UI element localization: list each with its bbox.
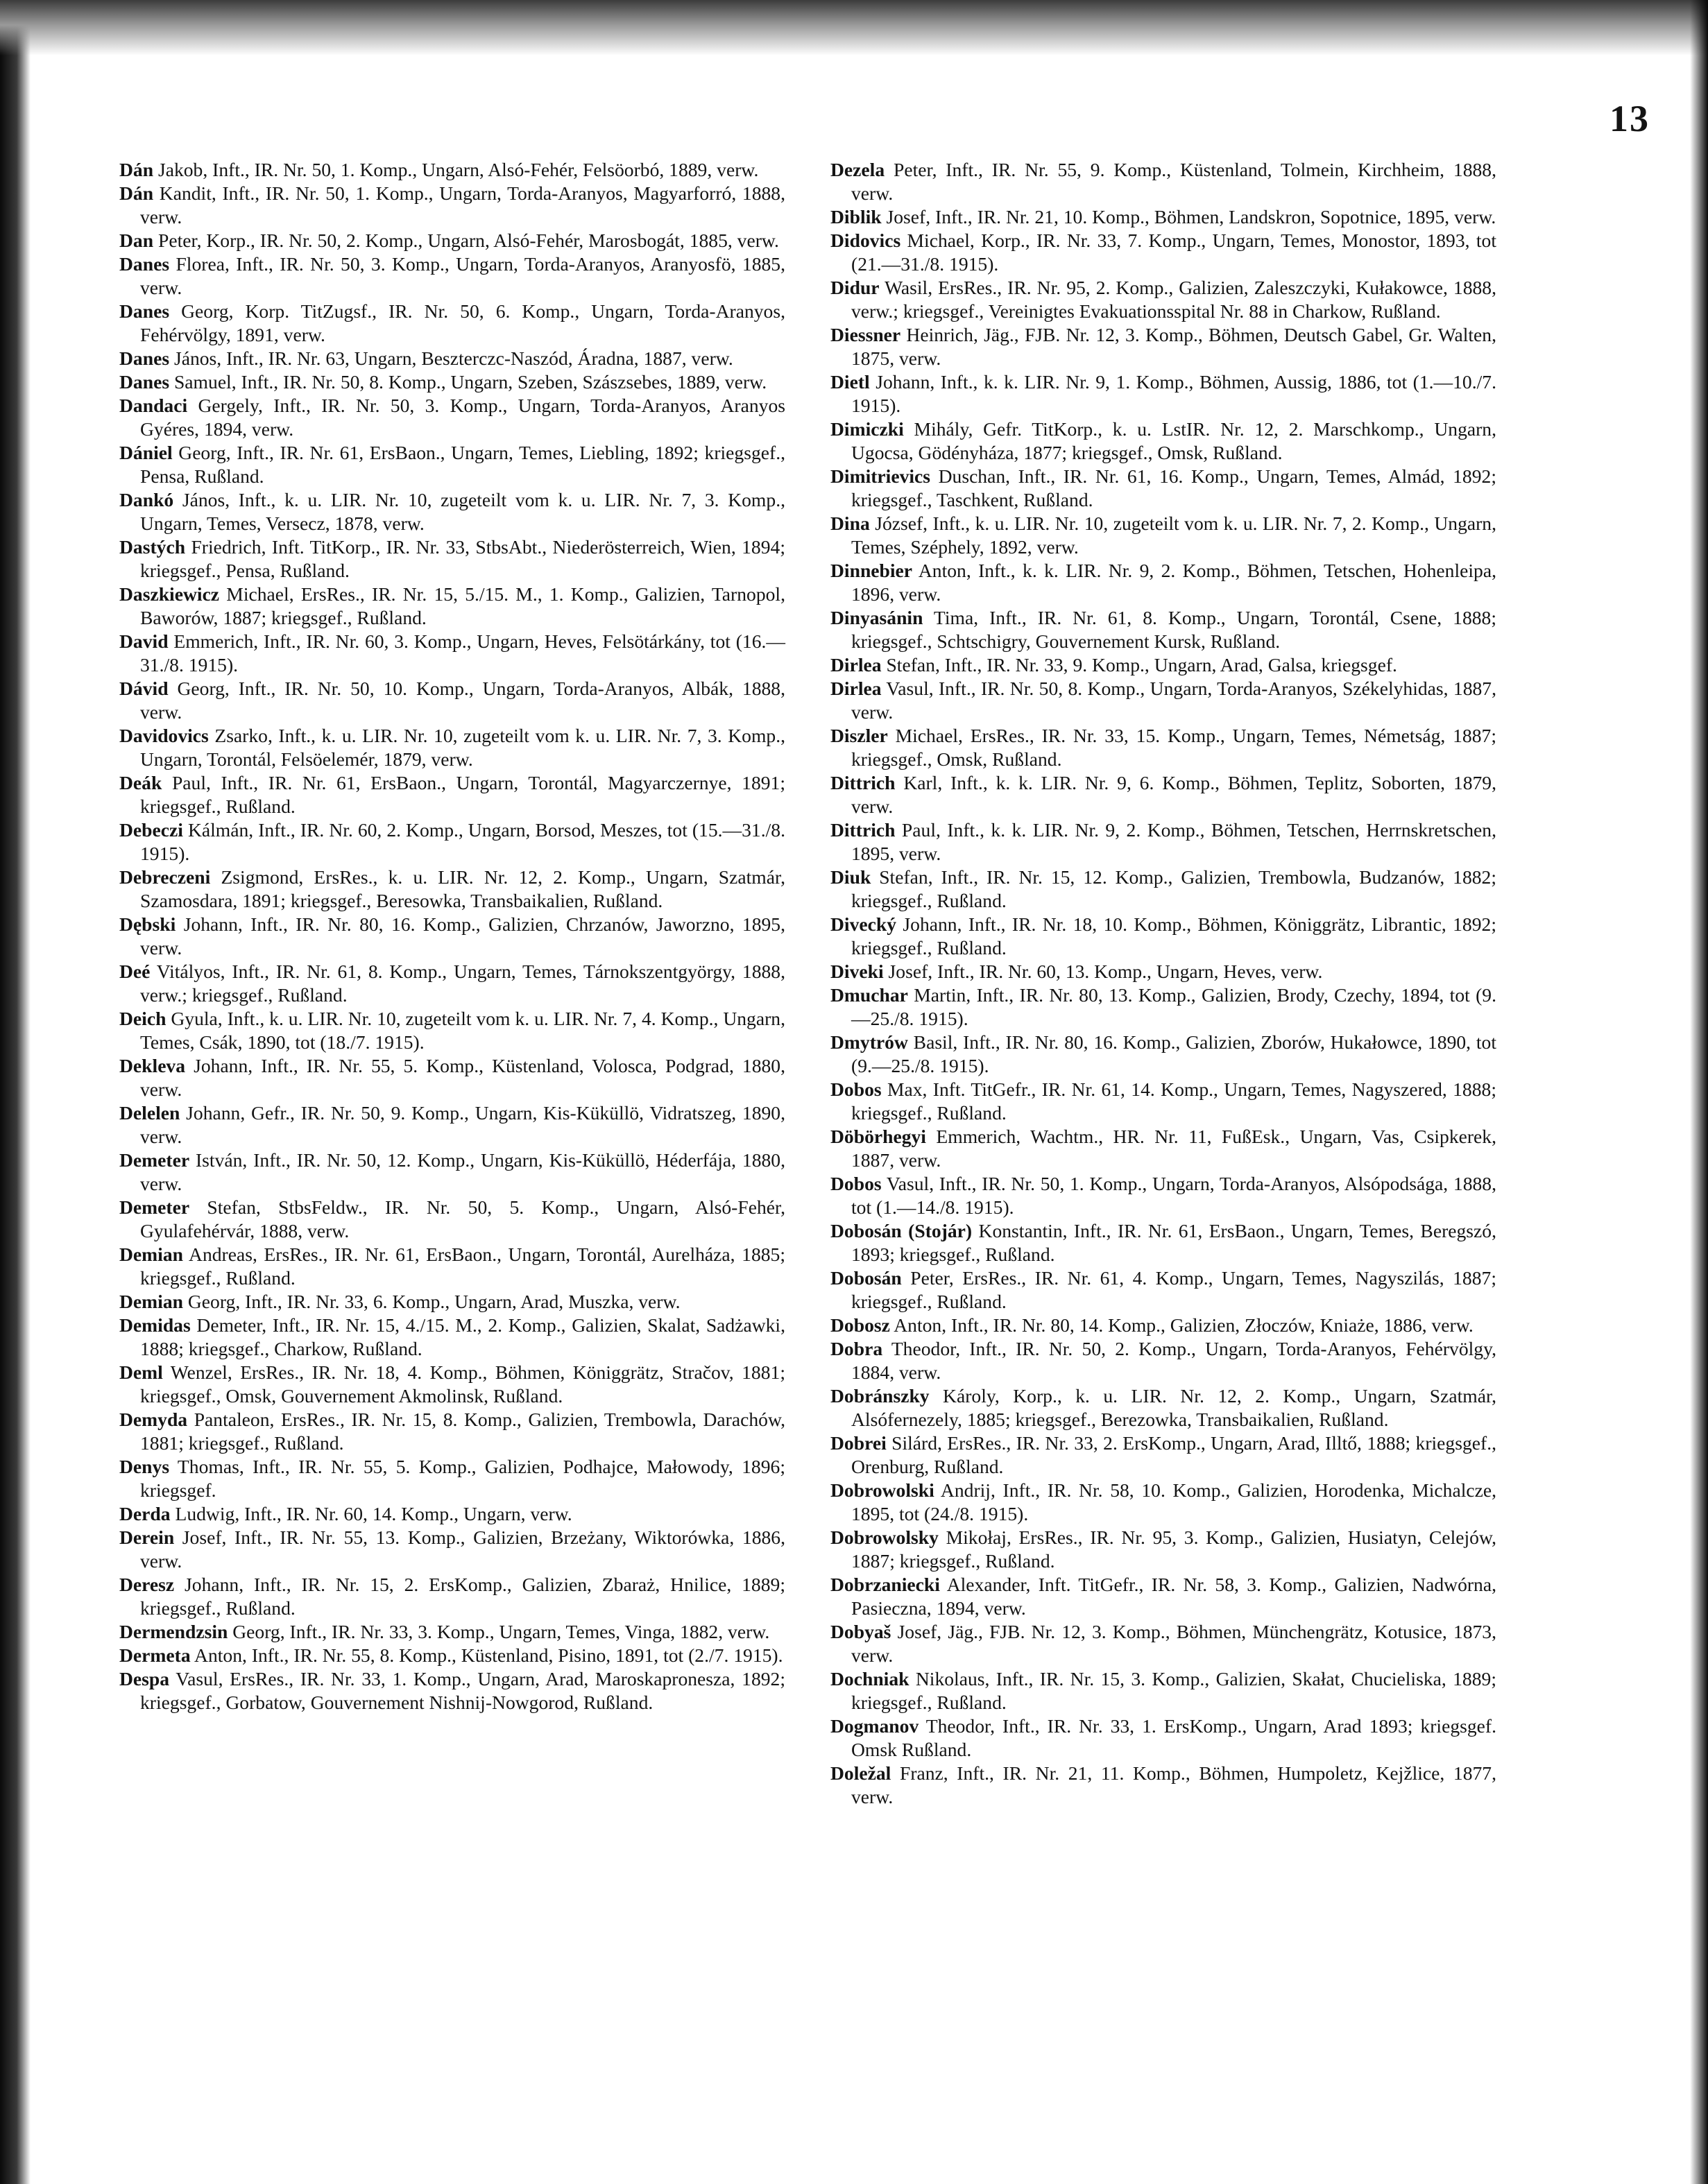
list-entry bbox=[830, 1384, 1496, 1431]
entry-details: Martin, Inft., IR. Nr. 80, 13. Komp., Galizien, Brody, Czechy, 1894, tot (9.—25./8. 1915). bbox=[851, 984, 1496, 1029]
entry-details: Gyula, Inft., k. u. LIR. Nr. 10, zugeteilt vom k. u. LIR. Nr. 7, 4. Komp., Ungarn, Temes, Csák, 1890, tot (18./7. 1915). bbox=[140, 1008, 785, 1053]
entry-surname: Dermendzsin bbox=[119, 1621, 228, 1642]
list-entry bbox=[830, 276, 1496, 323]
entry-details: János, Inft., k. u. LIR. Nr. 10, zugeteilt vom k. u. LIR. Nr. 7, 3. Komp., Ungarn, Temes, Versecz, 1878, verw. bbox=[140, 489, 785, 534]
list-entry bbox=[119, 1644, 785, 1667]
entry-surname: Dandaci bbox=[119, 395, 188, 416]
entry-surname: Döbörhegyi bbox=[830, 1126, 926, 1147]
entry-surname: Dochniak bbox=[830, 1668, 909, 1689]
entry-details: Anton, Inft., IR. Nr. 80, 14. Komp., Galizien, Złoczów, Kniaże, 1886, verw. bbox=[889, 1314, 1474, 1336]
entry-details: Georg, Inft., IR. Nr. 33, 6. Komp., Ungarn, Arad, Muszka, verw. bbox=[182, 1291, 681, 1312]
entry-surname: Dimiczki bbox=[830, 418, 904, 440]
list-entry bbox=[830, 724, 1496, 771]
entry-surname: Dobosán (Stojár) bbox=[830, 1220, 973, 1241]
entry-details: Stefan, Inft., IR. Nr. 33, 9. Komp., Ungarn, Arad, Galsa, kriegsgef. bbox=[881, 654, 1397, 676]
entry-details: Emmerich, Wachtm., HR. Nr. 11, FußEsk., Ungarn, Vas, Csipkerek, 1887, verw. bbox=[851, 1126, 1496, 1171]
entry-surname: Debreczeni bbox=[119, 866, 211, 888]
scan-right-border bbox=[1690, 0, 1708, 2184]
entry-details: Stefan, Inft., IR. Nr. 15, 12. Komp., Galizien, Trembowla, Budzanów, 1882; kriegsgef., Rußland. bbox=[851, 866, 1496, 911]
entry-details: Johann, Inft., IR. Nr. 80, 16. Komp., Galizien, Chrzanów, Jaworzno, 1895, verw. bbox=[140, 913, 785, 958]
scan-left-border bbox=[0, 0, 31, 2184]
entry-surname: Dinyasánin bbox=[830, 607, 923, 628]
entry-details: Johann, Inft., IR. Nr. 15, 2. ErsKomp., Galizien, Zbaraż, Hnilice, 1889; kriegsgef., Rußland. bbox=[140, 1574, 785, 1619]
entry-surname: Dávid bbox=[119, 678, 169, 699]
entry-details: Kandit, Inft., IR. Nr. 50, 1. Komp., Ungarn, Torda-Aranyos, Magyarforró, 1888, verw. bbox=[140, 182, 785, 227]
list-entry bbox=[119, 488, 785, 535]
entry-details: Franz, Inft., IR. Nr. 21, 11. Komp., Böhmen, Humpoletz, Kejžlice, 1877, verw. bbox=[851, 1762, 1496, 1807]
list-entry bbox=[830, 512, 1496, 559]
entry-surname: Davidovics bbox=[119, 725, 209, 746]
entry-details: Heinrich, Jäg., FJB. Nr. 12, 3. Komp., Böhmen, Deutsch Gabel, Gr. Walten, 1875, verw. bbox=[851, 324, 1496, 369]
list-entry bbox=[830, 229, 1496, 276]
list-entry bbox=[119, 1620, 785, 1644]
list-entry bbox=[830, 1620, 1496, 1667]
entry-details: Kálmán, Inft., IR. Nr. 60, 2. Komp., Ungarn, Borsod, Meszes, tot (15.—31./8. 1915). bbox=[140, 819, 785, 864]
entry-details: Basil, Inft., IR. Nr. 80, 16. Komp., Galizien, Zborów, Hukałowce, 1890, tot (9.—25./8. 1915). bbox=[851, 1031, 1496, 1076]
entry-surname: Dániel bbox=[119, 442, 173, 463]
entry-surname: Daszkiewicz bbox=[119, 583, 220, 605]
scan-top-border bbox=[0, 0, 1708, 55]
entry-surname: Dmytrów bbox=[830, 1031, 908, 1053]
list-entry bbox=[830, 158, 1496, 205]
entry-details: Paul, Inft., IR. Nr. 61, ErsBaon., Ungarn, Torontál, Magyarczernye, 1891; kriegsgef., Rußland. bbox=[140, 772, 785, 817]
entry-surname: Dobrzaniecki bbox=[830, 1574, 940, 1595]
list-entry bbox=[830, 1714, 1496, 1762]
list-entry bbox=[830, 983, 1496, 1031]
list-entry bbox=[119, 1149, 785, 1196]
entry-surname: Dekleva bbox=[119, 1055, 186, 1076]
entry-details: Vitályos, Inft., IR. Nr. 61, 8. Komp., Ungarn, Temes, Tárnokszentgyörgy, 1888, verw.; kriegsgef., Rußland. bbox=[140, 961, 785, 1006]
list-entry bbox=[119, 1314, 785, 1361]
entry-details: Mikołaj, ErsRes., IR. Nr. 95, 3. Komp., Galizien, Husiatyn, Celejów, 1887; kriegsgef., Rußland. bbox=[851, 1527, 1496, 1572]
entry-details: Florea, Inft., IR. Nr. 50, 3. Komp., Ungarn, Torda-Aranyos, Aranyosfö, 1885, verw. bbox=[140, 253, 785, 298]
list-entry bbox=[830, 653, 1496, 677]
list-entry bbox=[830, 1762, 1496, 1809]
entry-details: Vasul, Inft., IR. Nr. 50, 1. Komp., Ungarn, Torda-Aranyos, Alsópodsága, 1888, tot (1.—14./8. 1915). bbox=[851, 1173, 1496, 1218]
list-entry bbox=[830, 818, 1496, 866]
entry-surname: Dobrowolsky bbox=[830, 1527, 939, 1548]
entry-details: Alexander, Inft. TitGefr., IR. Nr. 58, 3. Komp., Galizien, Nadwórna, Pasieczna, 1894, verw. bbox=[851, 1574, 1496, 1619]
list-entry bbox=[830, 1031, 1496, 1078]
entry-details: Max, Inft. TitGefr., IR. Nr. 61, 14. Komp., Ungarn, Temes, Nagyszered, 1888; kriegsgef., Rußland. bbox=[851, 1078, 1496, 1124]
entry-surname: Doležal bbox=[830, 1762, 891, 1784]
entry-details: Wenzel, ErsRes., IR. Nr. 18, 4. Komp., Böhmen, Königgrätz, Stračov, 1881; kriegsgef., Omsk, Gouvernement Akmolinsk, Rußland. bbox=[140, 1361, 785, 1407]
entry-details: Georg, Inft., IR. Nr. 33, 3. Komp., Ungarn, Temes, Vinga, 1882, verw. bbox=[228, 1621, 770, 1642]
list-entry bbox=[119, 818, 785, 866]
entry-details: Vasul, Inft., IR. Nr. 50, 8. Komp., Ungarn, Torda-Aranyos, Székelyhidas, 1887, verw. bbox=[851, 678, 1496, 723]
entry-surname: Diuk bbox=[830, 866, 871, 888]
entry-surname: Dobyaš bbox=[830, 1621, 891, 1642]
entry-surname: Deml bbox=[119, 1361, 163, 1383]
entry-details: Josef, Inft., IR. Nr. 55, 13. Komp., Galizien, Brzeżany, Wiktorówka, 1886, verw. bbox=[140, 1527, 785, 1572]
entry-surname: Deich bbox=[119, 1008, 166, 1029]
entry-surname: Dezela bbox=[830, 159, 885, 180]
entry-details: Michael, ErsRes., IR. Nr. 33, 15. Komp., Ungarn, Temes, Németság, 1887; kriegsgef., Omsk, Rußland. bbox=[851, 725, 1496, 770]
entry-details: Johann, Inft., IR. Nr. 18, 10. Komp., Böhmen, Königgrätz, Librantic, 1892; kriegsgef., Rußland. bbox=[851, 913, 1496, 958]
entry-surname: Dittrich bbox=[830, 819, 896, 841]
entry-details: Georg, Inft., IR. Nr. 61, ErsBaon., Ungarn, Temes, Liebling, 1892; kriegsgef., Pensa, Rußland. bbox=[140, 442, 785, 487]
entry-details: Gergely, Inft., IR. Nr. 50, 3. Komp., Ungarn, Torda-Aranyos, Aranyos Gyéres, 1894, verw. bbox=[140, 395, 785, 440]
entry-surname: Diessner bbox=[830, 324, 901, 345]
list-entry bbox=[119, 535, 785, 583]
entry-surname: Demyda bbox=[119, 1409, 188, 1430]
list-entry bbox=[119, 1408, 785, 1455]
entry-details: Josef, Inft., IR. Nr. 60, 13. Komp., Ungarn, Heves, verw. bbox=[883, 961, 1323, 982]
entry-surname: Diszler bbox=[830, 725, 888, 746]
entry-surname: Dmuchar bbox=[830, 984, 908, 1006]
list-entry bbox=[119, 1196, 785, 1243]
entry-surname: Demeter bbox=[119, 1196, 190, 1218]
list-entry bbox=[119, 1243, 785, 1290]
entry-surname: Dastých bbox=[119, 536, 186, 558]
entry-surname: Dimitrievics bbox=[830, 465, 931, 487]
entry-surname: Dirlea bbox=[830, 678, 882, 699]
list-entry bbox=[830, 370, 1496, 418]
list-entry bbox=[119, 724, 785, 771]
entry-details: István, Inft., IR. Nr. 50, 12. Komp., Ungarn, Kis-Küküllö, Héderfája, 1880, verw. bbox=[140, 1149, 785, 1194]
entry-details: Peter, Inft., IR. Nr. 55, 9. Komp., Küstenland, Tolmein, Kirchheim, 1888, verw. bbox=[851, 159, 1496, 204]
list-entry bbox=[830, 1078, 1496, 1125]
list-entry bbox=[119, 630, 785, 677]
list-entry bbox=[119, 1667, 785, 1714]
entry-surname: Didur bbox=[830, 277, 880, 298]
entry-surname: Despa bbox=[119, 1668, 170, 1689]
entry-details: Josef, Inft., IR. Nr. 21, 10. Komp., Böhmen, Landskron, Sopotnice, 1895, verw. bbox=[881, 206, 1496, 227]
list-entry bbox=[830, 1314, 1496, 1337]
list-entry bbox=[830, 771, 1496, 818]
entry-surname: Derein bbox=[119, 1527, 175, 1548]
list-entry bbox=[119, 583, 785, 630]
entry-surname: Dinnebier bbox=[830, 560, 913, 581]
list-entry bbox=[119, 394, 785, 441]
entry-surname: Dobos bbox=[830, 1173, 882, 1194]
entry-surname: Dietl bbox=[830, 371, 870, 393]
entry-details: Karl, Inft., k. k. LIR. Nr. 9, 6. Komp., Böhmen, Teplitz, Soborten, 1879, verw. bbox=[851, 772, 1496, 817]
entry-surname: Dogmanov bbox=[830, 1715, 919, 1737]
list-entry bbox=[830, 1172, 1496, 1219]
entry-details: Pantaleon, ErsRes., IR. Nr. 15, 8. Komp., Galizien, Trembowla, Darachów, 1881; kriegsgef., Rußland. bbox=[140, 1409, 785, 1454]
entry-details: Vasul, ErsRes., IR. Nr. 33, 1. Komp., Ungarn, Arad, Maroskapronesza, 1892; kriegsgef., Gorbatow, Gouvernement Nishnij-Nowgorod, Rußland. bbox=[140, 1668, 785, 1713]
entry-surname: Deresz bbox=[119, 1574, 175, 1595]
entry-details: Thomas, Inft., IR. Nr. 55, 5. Komp., Galizien, Podhajce, Małowody, 1896; kriegsgef. bbox=[140, 1456, 785, 1501]
list-entry bbox=[830, 960, 1496, 983]
entry-details: Mihály, Gefr. TitKorp., k. u. LstIR. Nr. 12, 2. Marschkomp., Ungarn, Ugocsa, Gödényháza, 1877; kriegsgef., Omsk, Rußland. bbox=[851, 418, 1496, 463]
entry-surname: Danes bbox=[119, 253, 170, 275]
list-entry bbox=[119, 370, 785, 394]
entry-surname: Deák bbox=[119, 772, 162, 793]
entry-surname: Dobránszky bbox=[830, 1385, 930, 1407]
list-entry bbox=[830, 1337, 1496, 1384]
entry-surname: Dán bbox=[119, 182, 154, 204]
list-entry bbox=[119, 182, 785, 229]
entry-details: Michael, ErsRes., IR. Nr. 15, 5./15. M., 1. Komp., Galizien, Tarnopol, Baworów, 1887; kriegsgef., Rußland. bbox=[140, 583, 785, 628]
entry-surname: Dan bbox=[119, 230, 154, 251]
entry-details: Anton, Inft., k. k. LIR. Nr. 9, 2. Komp., Böhmen, Tetschen, Hohenleipa, 1896, verw. bbox=[851, 560, 1496, 605]
entry-details: Samuel, Inft., IR. Nr. 50, 8. Komp., Ungarn, Szeben, Szászsebes, 1889, verw. bbox=[169, 371, 767, 393]
entry-surname: Danes bbox=[119, 371, 170, 393]
list-entry bbox=[119, 158, 785, 182]
entry-surname: Dębski bbox=[119, 913, 176, 935]
entry-surname: Dermeta bbox=[119, 1644, 191, 1666]
entry-details: Wasil, ErsRes., IR. Nr. 95, 2. Komp., Galizien, Zaleszczyki, Kułakowce, 1888, verw.; kriegsgef., Vereinigtes Evakuationsspital Nr. 88 in Charkow, Rußland. bbox=[851, 277, 1496, 322]
entry-details: Johann, Inft., k. k. LIR. Nr. 9, 1. Komp., Böhmen, Aussig, 1886, tot (1.—10./7. 1915). bbox=[851, 371, 1496, 416]
list-entry bbox=[830, 1573, 1496, 1620]
entry-details: Peter, Korp., IR. Nr. 50, 2. Komp., Ungarn, Alsó-Fehér, Marosbogát, 1885, verw. bbox=[153, 230, 779, 251]
list-entry bbox=[119, 1007, 785, 1054]
list-entry bbox=[119, 866, 785, 913]
entry-surname: Danes bbox=[119, 300, 170, 322]
list-entry bbox=[830, 866, 1496, 913]
entry-surname: Dankó bbox=[119, 489, 174, 510]
entry-details: Andreas, ErsRes., IR. Nr. 61, ErsBaon., Ungarn, Torontál, Aurelháza, 1885; kriegsgef., Rußland. bbox=[140, 1244, 785, 1289]
entry-surname: David bbox=[119, 630, 169, 652]
entry-details: Ludwig, Inft., IR. Nr. 60, 14. Komp., Ungarn, verw. bbox=[170, 1503, 572, 1524]
entry-details: Károly, Korp., k. u. LIR. Nr. 12, 2. Komp., Ungarn, Szatmár, Alsófernezely, 1885; kriegsgef., Berezowka, Transbaikalien, Rußland. bbox=[851, 1385, 1496, 1430]
list-entry bbox=[119, 229, 785, 252]
entry-details: Jakob, Inft., IR. Nr. 50, 1. Komp., Ungarn, Alsó-Fehér, Felsöorbó, 1889, verw. bbox=[153, 159, 759, 180]
entry-details: Zsarko, Inft., k. u. LIR. Nr. 10, zugeteilt vom k. u. LIR. Nr. 7, 3. Komp., Ungarn, Torontál, Felsöelemér, 1879, verw. bbox=[140, 725, 785, 770]
left-column bbox=[119, 158, 785, 1714]
right-column bbox=[830, 158, 1496, 1809]
entry-surname: Dán bbox=[119, 159, 154, 180]
list-entry bbox=[119, 913, 785, 960]
entry-details: József, Inft., k. u. LIR. Nr. 10, zugeteilt vom k. u. LIR. Nr. 7, 2. Komp., Ungarn, Temes, Széphely, 1892, verw. bbox=[851, 513, 1496, 558]
list-entry bbox=[119, 771, 785, 818]
list-entry bbox=[119, 1054, 785, 1101]
entry-details: Nikolaus, Inft., IR. Nr. 15, 3. Komp., Galizien, Skałat, Chucieliska, 1889; kriegsgef., Rußland. bbox=[851, 1668, 1496, 1713]
entry-details: János, Inft., IR. Nr. 63, Ungarn, Beszterczc-Naszód, Áradna, 1887, verw. bbox=[169, 347, 733, 369]
entry-details: Theodor, Inft., IR. Nr. 33, 1. ErsKomp., Ungarn, Arad 1893; kriegsgef. Omsk Rußland. bbox=[851, 1715, 1496, 1760]
entry-surname: Diveki bbox=[830, 961, 884, 982]
entry-surname: Divecký bbox=[830, 913, 897, 935]
entry-surname: Demian bbox=[119, 1244, 183, 1265]
list-entry bbox=[830, 1667, 1496, 1714]
entry-surname: Deé bbox=[119, 961, 151, 982]
list-entry bbox=[830, 418, 1496, 465]
entry-surname: Dobos bbox=[830, 1078, 882, 1100]
entry-details: Johann, Inft., IR. Nr. 55, 5. Komp., Küstenland, Volosca, Podgrad, 1880, verw. bbox=[140, 1055, 785, 1100]
entry-surname: Delelen bbox=[119, 1102, 180, 1124]
list-entry bbox=[830, 677, 1496, 724]
list-entry bbox=[830, 323, 1496, 370]
list-entry bbox=[119, 252, 785, 300]
list-entry bbox=[830, 913, 1496, 960]
entry-surname: Dittrich bbox=[830, 772, 896, 793]
list-entry bbox=[830, 465, 1496, 512]
entry-details: Georg, Inft., IR. Nr. 50, 10. Komp., Ungarn, Torda-Aranyos, Albák, 1888, verw. bbox=[140, 678, 785, 723]
list-entry bbox=[830, 1266, 1496, 1314]
list-entry bbox=[830, 1526, 1496, 1573]
entry-details: Duschan, Inft., IR. Nr. 61, 16. Komp., Ungarn, Temes, Almád, 1892; kriegsgef., Taschkent, Rußland. bbox=[851, 465, 1496, 510]
entry-details: Georg, Korp. TitZugsf., IR. Nr. 50, 6. Komp., Ungarn, Torda-Aranyos, Fehérvölgy, 1891, verw. bbox=[140, 300, 785, 345]
list-entry bbox=[119, 1502, 785, 1526]
entry-surname: Derda bbox=[119, 1503, 171, 1524]
entry-details: Konstantin, Inft., IR. Nr. 61, ErsBaon., Ungarn, Temes, Beregszó, 1893; kriegsgef., Rußland. bbox=[851, 1220, 1496, 1265]
entry-details: Tima, Inft., IR. Nr. 61, 8. Komp., Ungarn, Torontál, Csene, 1888; kriegsgef., Schtschigry, Gouvernement Kursk, Rußland. bbox=[851, 607, 1496, 652]
list-entry bbox=[119, 1290, 785, 1314]
page-number: 13 bbox=[1609, 98, 1650, 139]
entry-surname: Dobra bbox=[830, 1338, 883, 1359]
list-entry bbox=[119, 1455, 785, 1502]
list-entry bbox=[830, 1431, 1496, 1479]
entry-details: Andrij, Inft., IR. Nr. 58, 10. Komp., Galizien, Horodenka, Michalcze, 1895, tot (24./8. 1915). bbox=[851, 1479, 1496, 1524]
entry-details: Silárd, ErsRes., IR. Nr. 33, 2. ErsKomp., Ungarn, Arad, Illtő, 1888; kriegsgef., Orenburg, Rußland. bbox=[851, 1432, 1496, 1477]
entry-surname: Dina bbox=[830, 513, 870, 534]
entry-details: Demeter, Inft., IR. Nr. 15, 4./15. M., 2. Komp., Galizien, Skalat, Sadżawki, 1888; kriegsgef., Charkow, Rußland. bbox=[140, 1314, 785, 1359]
entry-surname: Dobrowolski bbox=[830, 1479, 934, 1501]
list-entry bbox=[119, 1361, 785, 1408]
entry-surname: Demian bbox=[119, 1291, 183, 1312]
entry-surname: Debeczi bbox=[119, 819, 183, 841]
entry-surname: Dobosán bbox=[830, 1267, 902, 1289]
entry-details: Friedrich, Inft. TitKorp., IR. Nr. 33, StbsAbt., Niederösterreich, Wien, 1894; kriegsgef., Pensa, Rußland. bbox=[140, 536, 785, 581]
entry-details: Michael, Korp., IR. Nr. 33, 7. Komp., Ungarn, Temes, Monostor, 1893, tot (21.—31./8. 1915). bbox=[851, 230, 1496, 275]
list-entry bbox=[830, 1125, 1496, 1172]
list-entry bbox=[830, 559, 1496, 606]
entry-details: Theodor, Inft., IR. Nr. 50, 2. Komp., Ungarn, Torda-Aranyos, Fehérvölgy, 1884, verw. bbox=[851, 1338, 1496, 1383]
list-entry bbox=[119, 1101, 785, 1149]
entry-details: Zsigmond, ErsRes., k. u. LIR. Nr. 12, 2. Komp., Ungarn, Szatmár, Szamosdara, 1891; kriegsgef., Beresowka, Transbaikalien, Rußland. bbox=[140, 866, 785, 911]
entry-details: Peter, ErsRes., IR. Nr. 61, 4. Komp., Ungarn, Temes, Nagyszilás, 1887; kriegsgef., Rußland. bbox=[851, 1267, 1496, 1312]
entry-details: Stefan, StbsFeldw., IR. Nr. 50, 5. Komp., Ungarn, Alsó-Fehér, Gyulafehérvár, 1888, verw. bbox=[140, 1196, 785, 1241]
entry-surname: Dirlea bbox=[830, 654, 882, 676]
entry-surname: Dobrei bbox=[830, 1432, 887, 1454]
list-entry bbox=[119, 1526, 785, 1573]
list-entry bbox=[119, 677, 785, 724]
list-entry bbox=[830, 1219, 1496, 1266]
list-entry bbox=[830, 1479, 1496, 1526]
entry-surname: Didovics bbox=[830, 230, 901, 251]
list-entry bbox=[830, 606, 1496, 653]
list-entry bbox=[119, 300, 785, 347]
entry-surname: Denys bbox=[119, 1456, 170, 1477]
entry-details: Josef, Jäg., FJB. Nr. 12, 3. Komp., Böhmen, Münchengrätz, Kotusice, 1873, verw. bbox=[851, 1621, 1496, 1666]
list-entry bbox=[830, 205, 1496, 229]
list-entry bbox=[119, 1573, 785, 1620]
entry-surname: Demeter bbox=[119, 1149, 190, 1171]
entry-details: Paul, Inft., k. k. LIR. Nr. 9, 2. Komp., Böhmen, Tetschen, Herrnskretschen, 1895, verw. bbox=[851, 819, 1496, 864]
list-entry bbox=[119, 441, 785, 488]
entry-details: Anton, Inft., IR. Nr. 55, 8. Komp., Küstenland, Pisino, 1891, tot (2./7. 1915). bbox=[190, 1644, 783, 1666]
list-entry bbox=[119, 347, 785, 370]
entry-details: Emmerich, Inft., IR. Nr. 60, 3. Komp., Ungarn, Heves, Felsötárkány, tot (16.—31./8. 1915). bbox=[140, 630, 785, 676]
entry-surname: Demidas bbox=[119, 1314, 191, 1336]
list-entry bbox=[119, 960, 785, 1007]
entry-surname: Dobosz bbox=[830, 1314, 890, 1336]
entry-surname: Diblik bbox=[830, 206, 882, 227]
entry-surname: Danes bbox=[119, 347, 170, 369]
entry-details: Johann, Gefr., IR. Nr. 50, 9. Komp., Ungarn, Kis-Küküllö, Vidratszeg, 1890, verw. bbox=[140, 1102, 785, 1147]
